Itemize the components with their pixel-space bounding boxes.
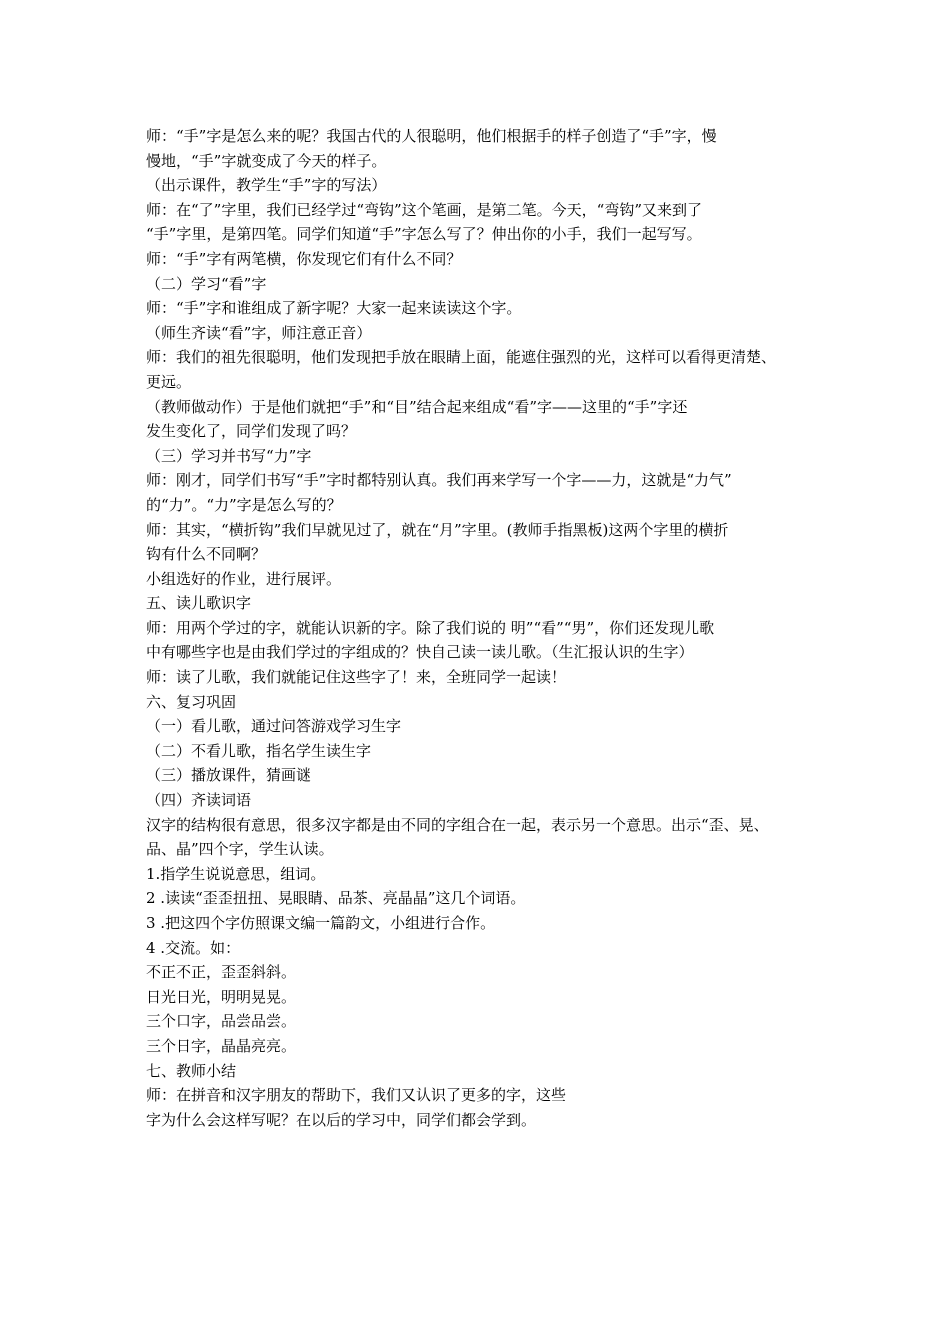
- text-line: 七、教师小结: [146, 1061, 237, 1080]
- text-line: 师：“手”字是怎么来的呢？我国古代的人很聪明，他们根据手的样子创造了“手”字，慢: [146, 127, 717, 145]
- text-line: （教师做动作）于是他们就把“手”和“目”结合起来组成“看”字——这里的“手”字还: [146, 397, 688, 416]
- text-line: “手”字里，是第四笔。同学们知道“手”字怎么写了？伸出你的小手，我们一起写写。: [146, 225, 702, 244]
- text-line: 师：我们的祖先很聪明，他们发现把手放在眼睛上面，能遮住强烈的光，这样可以看得更清楚、: [146, 348, 777, 367]
- text-line: （师生齐读“看”字，师注意正音）: [146, 323, 372, 342]
- text-line: 小组选好的作业，进行展评。: [146, 569, 342, 588]
- text-line: 汉字的结构很有意思，很多汉字都是由不同的字组合在一起，表示另一个意思。出示“歪、晃、: [146, 815, 769, 834]
- text-line: 的“力”。“力”字是怎么写的？: [146, 495, 342, 514]
- text-line: （二）不看儿歌，指名学生读生字: [146, 741, 372, 760]
- text-line: （三）学习并书写“力”字: [146, 446, 312, 465]
- text-line: 3 .把这四个字仿照课文编一篇韵文，小组进行合作。: [146, 914, 496, 932]
- text-line: 日光日光，明明晃晃。: [146, 987, 297, 1006]
- document-body: [146, 124, 814, 1132]
- text-line: （出示课件，教学生“手”字的写法）: [146, 176, 387, 195]
- text-line: 中有哪些字也是由我们学过的字组成的？快自己读一读儿歌。（生汇报认识的生字）: [146, 643, 694, 662]
- text-line: 4 .交流。如：: [146, 938, 241, 957]
- text-line: 师：在“了”字里，我们已经学过“弯钩”这个笔画，是第二笔。今天，“弯钩”又来到了: [146, 200, 703, 219]
- text-line: 师：“手”字有两笔横，你发现它们有什么不同？: [146, 249, 462, 268]
- text-line: 三个日字，晶晶亮亮。: [146, 1036, 297, 1055]
- text-line: 更远。: [146, 372, 192, 391]
- text-line: 发生变化了，同学们发现了吗？: [146, 422, 357, 441]
- text-line: （一）看儿歌，通过问答游戏学习生字: [146, 717, 402, 736]
- text-line: 师：读了儿歌，我们就能记住这些字了！来，全班同学一起读！: [146, 668, 567, 687]
- text-line: 师：在拼音和汉字朋友的帮助下，我们又认识了更多的字，这些: [146, 1086, 567, 1105]
- text-line: （三）播放课件，猜画谜: [146, 766, 312, 785]
- text-line: 师：其实，“横折钩”我们早就见过了，就在“月”字里。(教师手指黑板)这两个字里的横折: [146, 520, 729, 539]
- text-line: 2 .读读“歪歪扭扭、晃眼睛、品茶、亮晶晶”这几个词语。: [146, 889, 526, 908]
- text-line: 师：刚才，同学们书写“手”字时都特别认真。我们再来学写一个字——力，这就是“力气”: [146, 471, 732, 490]
- text-line: 慢地，“手”字就变成了今天的样子。: [146, 151, 387, 170]
- text-line: 1.指学生说说意思，组词。: [146, 864, 326, 883]
- text-line: 六、复习巩固: [146, 692, 237, 711]
- text-line: （四）齐读词语: [146, 791, 252, 810]
- text-line: 品、晶”四个字，学生认读。: [146, 840, 334, 859]
- text-line: 师：用两个学过的字，就能认识新的字。除了我们说的 明”“看”“男”，你们还发现儿歌: [146, 618, 715, 637]
- text-line: 三个口字，品尝品尝。: [146, 1012, 297, 1031]
- text-line: 不正不正，歪歪斜斜。: [146, 963, 297, 982]
- text-line: 钩有什么不同啊？: [146, 545, 267, 564]
- text-line: （二）学习“看”字: [146, 274, 267, 293]
- text-line: 师：“手”字和谁组成了新字呢？大家一起来读读这个字。: [146, 299, 522, 318]
- text-line: 五、读儿歌识字: [146, 594, 252, 613]
- text-line: 字为什么会这样写呢？在以后的学习中，同学们都会学到。: [146, 1110, 537, 1129]
